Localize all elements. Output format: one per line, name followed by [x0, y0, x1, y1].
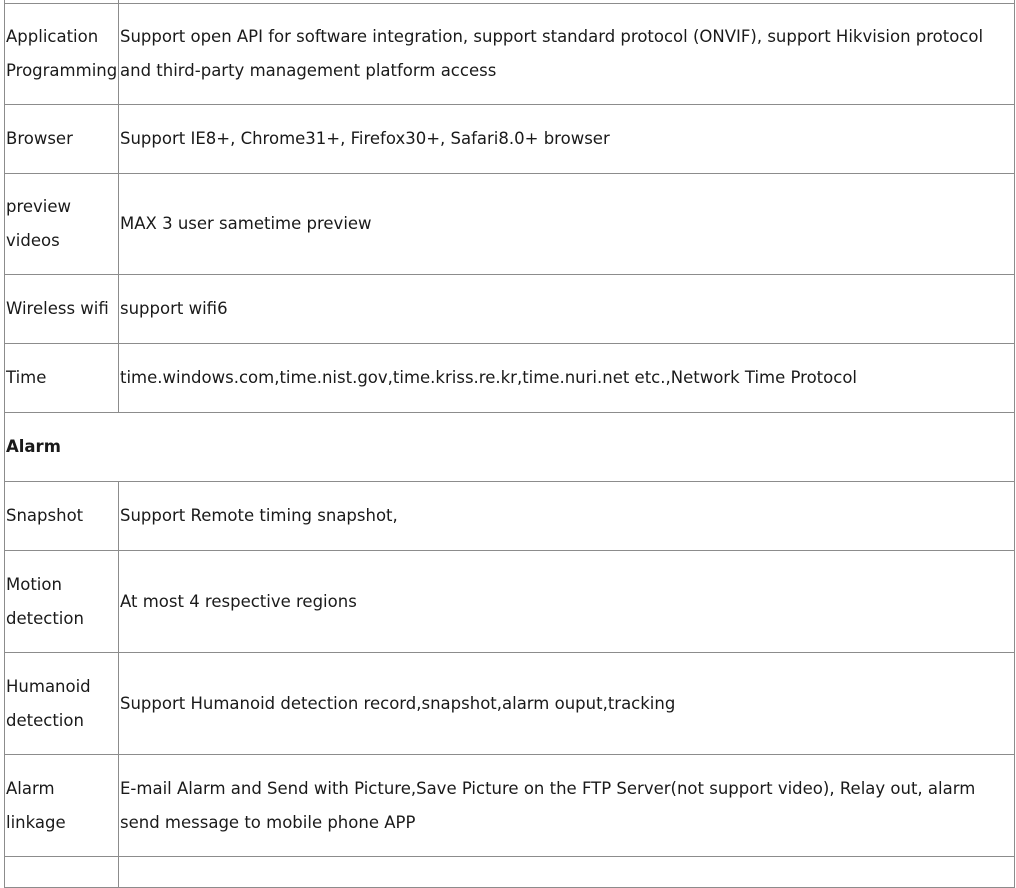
spec-value-humanoid-detection: Support Humanoid detection record,snapshot,alarm ouput,tracking	[119, 653, 1015, 755]
table-row-partial-bottom	[5, 857, 1015, 888]
spec-label-alarm-linkage: Alarm linkage	[5, 755, 119, 857]
spec-value-browser: Support IE8+, Chrome31+, Firefox30+, Safari8.0+ browser	[119, 105, 1015, 174]
spec-label-snapshot: Snapshot	[5, 482, 119, 551]
spec-label-humanoid-detection: Humanoid detection	[5, 653, 119, 755]
table-row	[5, 482, 1015, 551]
spec-value-wireless-wifi: support wifi6	[119, 275, 1015, 344]
spec-value-preview-videos: MAX 3 user sametime preview	[119, 174, 1015, 275]
value-cell	[119, 857, 1015, 888]
section-header-alarm: Alarm	[5, 413, 1015, 482]
spec-value-application-programming: Support open API for software integration, support standard protocol (ONVIF), support Hikvision protocol and third-party management platform access	[119, 4, 1015, 105]
spec-label-motion-detection: Motion detection	[5, 551, 119, 653]
section-header-row	[5, 413, 1015, 482]
spec-value-time: time.windows.com,time.nist.gov,time.kriss.re.kr,time.nuri.net etc.,Network Time Protocol	[119, 344, 1015, 413]
spec-value-alarm-linkage: E-mail Alarm and Send with Picture,Save Picture on the FTP Server(not support video), Relay out, alarm send message to mobile phone APP	[119, 755, 1015, 857]
spec-value-motion-detection: At most 4 respective regions	[119, 551, 1015, 653]
spec-label-time: Time	[5, 344, 119, 413]
table-row	[5, 4, 1015, 105]
label-cell	[5, 857, 119, 888]
spec-label-application-programming: Application Programming	[5, 4, 119, 105]
table-row	[5, 275, 1015, 344]
table-row	[5, 105, 1015, 174]
spec-label-preview-videos: preview videos	[5, 174, 119, 275]
spec-value-snapshot: Support Remote timing snapshot,	[119, 482, 1015, 551]
table-row	[5, 755, 1015, 857]
spec-label-wireless-wifi: Wireless wifi	[5, 275, 119, 344]
spec-table	[4, 0, 1015, 888]
table-row	[5, 551, 1015, 653]
table-row	[5, 174, 1015, 275]
spec-label-browser: Browser	[5, 105, 119, 174]
table-row	[5, 653, 1015, 755]
table-row	[5, 344, 1015, 413]
